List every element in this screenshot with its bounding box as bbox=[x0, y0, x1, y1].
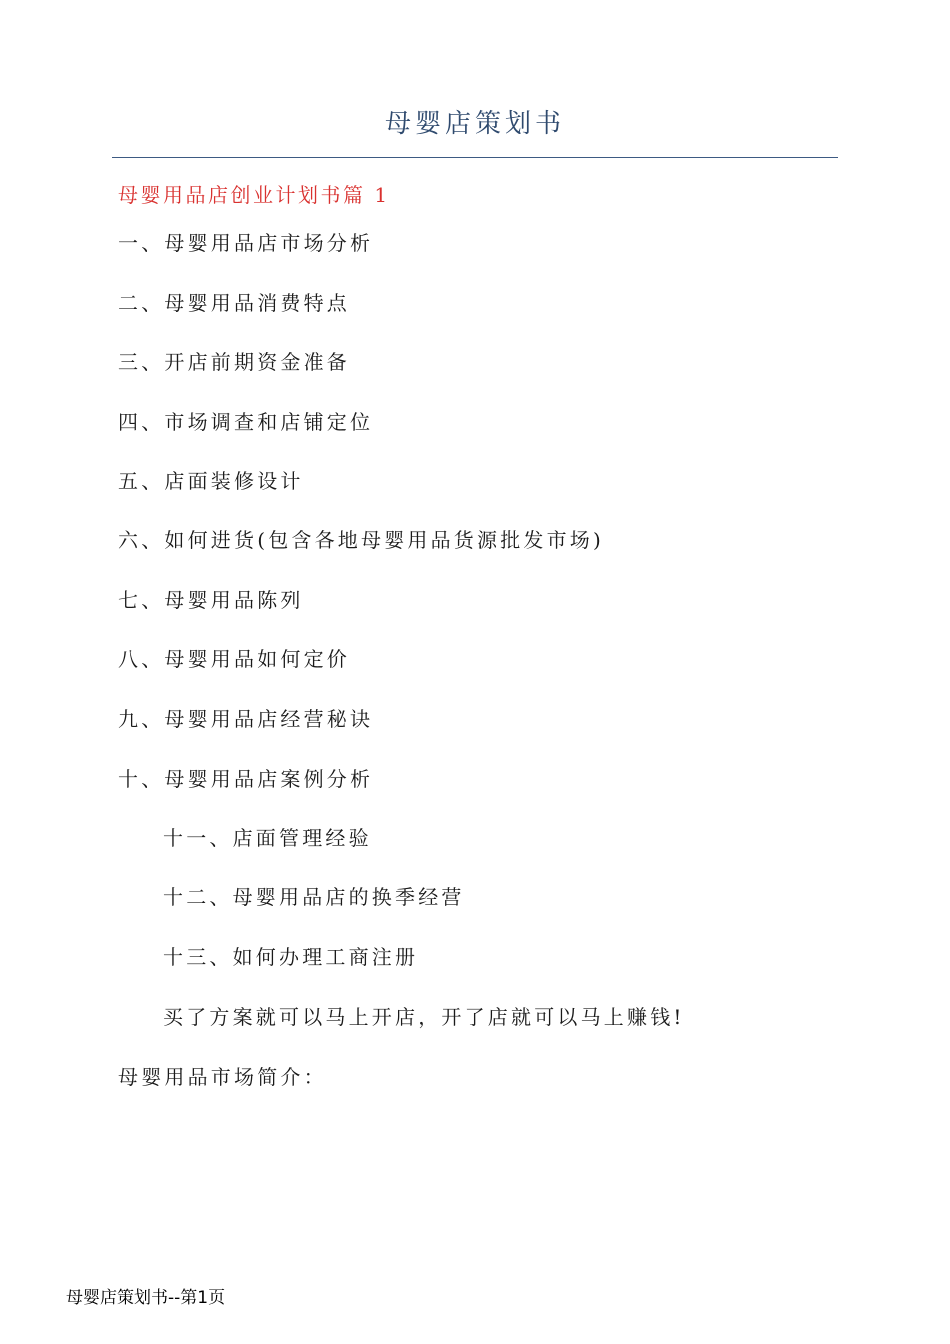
title-divider bbox=[112, 157, 838, 158]
toc-item: 四、市场调查和店铺定位 bbox=[118, 410, 374, 434]
section-heading: 母婴用品店创业计划书篇 1 bbox=[118, 183, 390, 207]
toc-item: 七、母婴用品陈列 bbox=[118, 588, 304, 612]
toc-item: 一、母婴用品店市场分析 bbox=[118, 231, 374, 255]
page-footer: 母婴店策划书--第1页 bbox=[66, 1288, 226, 1308]
intro-heading: 母婴用品市场简介： bbox=[118, 1065, 327, 1089]
toc-item: 二、母婴用品消费特点 bbox=[118, 291, 350, 315]
toc-item: 六、如何进货(包含各地母婴用品货源批发市场) bbox=[118, 528, 605, 552]
document-title: 母婴店策划书 bbox=[384, 109, 565, 139]
closing-line: 买了方案就可以马上开店，开了店就可以马上赚钱! bbox=[163, 1005, 685, 1029]
toc-item: 三、开店前期资金准备 bbox=[118, 350, 350, 374]
toc-item: 十三、如何办理工商注册 bbox=[163, 945, 419, 969]
toc-item: 九、母婴用品店经营秘诀 bbox=[118, 707, 374, 731]
toc-item: 十二、母婴用品店的换季经营 bbox=[163, 885, 465, 909]
toc-item: 八、母婴用品如何定价 bbox=[118, 647, 350, 671]
toc-item: 五、店面装修设计 bbox=[118, 469, 304, 493]
toc-item: 十一、店面管理经验 bbox=[163, 826, 372, 850]
toc-item: 十、母婴用品店案例分析 bbox=[118, 767, 374, 791]
